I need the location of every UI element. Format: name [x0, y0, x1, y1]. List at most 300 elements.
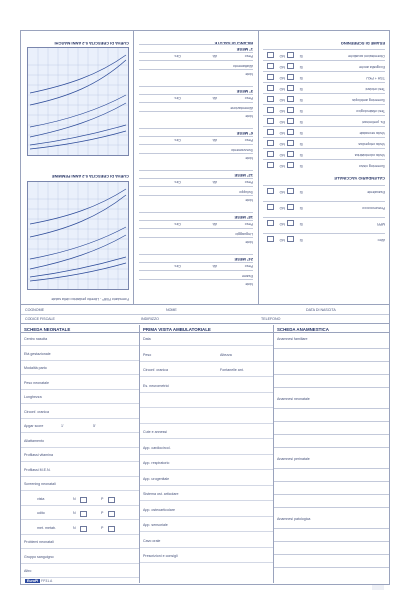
- visit-field-label: Svezzamento: [231, 148, 253, 152]
- row-rule: [21, 534, 139, 535]
- no-checkbox[interactable]: [267, 162, 274, 168]
- row-rule: [21, 403, 139, 404]
- calendar-item-label: Esavalente: [367, 190, 385, 194]
- visit-field-label: Esame: [241, 274, 253, 278]
- rule: [263, 71, 385, 72]
- first-visit-row-label: App. sensoriale: [143, 523, 168, 527]
- visit-field-label: Note: [245, 114, 253, 118]
- yes-checkbox[interactable]: [287, 140, 294, 146]
- first-visit-row: [140, 428, 273, 439]
- visit-field-label: Alt.: [211, 138, 217, 142]
- neonatal-row: [21, 393, 139, 404]
- row-rule: [140, 500, 273, 501]
- chart-females-title: CURVA DI CRESCITA 0-2 ANNI FEMMINE: [51, 174, 129, 179]
- visit-field-label: Circ.: [173, 96, 181, 100]
- first-visit-row: [140, 335, 273, 346]
- first-visit-row-label: Prescrizioni e consigli: [143, 554, 178, 558]
- first-visit-row: [140, 413, 273, 424]
- no-label: NO: [279, 164, 285, 168]
- first-visit-row: [140, 382, 273, 393]
- rule: [139, 52, 253, 53]
- row-rule: [140, 547, 273, 548]
- anamnesis-section: [274, 395, 389, 453]
- yes-label: SI: [299, 98, 303, 102]
- no-label: NO: [279, 238, 285, 242]
- neonatal-row: [21, 364, 139, 375]
- row-rule: [21, 461, 139, 462]
- no-label: NO: [279, 98, 285, 102]
- row-rule: [140, 361, 273, 362]
- yes-checkbox[interactable]: [287, 204, 294, 210]
- screening-item-label: Es. preliminari: [362, 120, 385, 124]
- rule: [274, 408, 389, 409]
- visit-title: 6° MESE: [236, 131, 253, 136]
- no-label: NO: [279, 206, 285, 210]
- rule: [139, 94, 253, 95]
- neonatal-row: [21, 509, 139, 520]
- row-rule: [140, 562, 273, 563]
- visit-field-label: Circ.: [173, 264, 181, 268]
- upper-section-rotated: [21, 31, 389, 304]
- first-visit-row-label: App. cardiocircol.: [143, 445, 171, 450]
- calendar-title: CALENDARIO VACCINALE: [334, 176, 385, 181]
- neonatal-row-label: Peso neonatale: [24, 380, 49, 385]
- visit-field-label: Alt.: [211, 222, 217, 226]
- screening-item-label: Ecografia anche: [359, 65, 385, 69]
- visit-field-label: Peso: [244, 264, 253, 268]
- row-rule: [140, 423, 273, 424]
- growth-chart-females: [27, 181, 129, 290]
- row-rule: [21, 374, 139, 375]
- visit-field-label: Linguaggio: [235, 232, 253, 236]
- yes-checkbox[interactable]: [287, 151, 294, 157]
- first-visit-row: [140, 506, 273, 517]
- first-visit-column: [140, 325, 273, 583]
- anamnesis-section-label: Anamnesi perinatale: [277, 457, 310, 461]
- no-checkbox[interactable]: [267, 151, 274, 157]
- rule: [274, 361, 389, 362]
- no-checkbox[interactable]: [267, 204, 274, 210]
- rule: [139, 178, 253, 179]
- surname-label: COGNOME: [25, 308, 44, 312]
- neonatal-row-label: met. metab.: [37, 525, 56, 530]
- visits-title: BILANCI DI SALUTE: [214, 41, 253, 46]
- visit-title: 1° MESE: [236, 47, 253, 52]
- chart-males-title: CURVA DI CRESCITA 0-2 ANNI MASCHI: [54, 41, 129, 46]
- rule: [274, 494, 389, 495]
- first-visit-row: [140, 537, 273, 548]
- row-rule: [21, 432, 139, 433]
- rule: [274, 481, 389, 482]
- no-checkbox[interactable]: [267, 52, 274, 58]
- yes-label: SI: [299, 142, 303, 146]
- birthdate-label: DATA DI NASCITA: [306, 308, 336, 312]
- rule: [21, 323, 389, 324]
- apgar-1-label: 1': [61, 424, 64, 428]
- address-label: INDIRIZZO: [141, 317, 159, 321]
- no-label: NO: [279, 142, 285, 146]
- rule: [263, 148, 385, 149]
- growth-chart-females-grid: [28, 182, 128, 289]
- screening-item-label: Screening visivo: [358, 164, 385, 168]
- row-rule: [140, 531, 273, 532]
- no-checkbox[interactable]: [267, 236, 274, 242]
- rule: [274, 541, 389, 542]
- yes-label: SI: [299, 206, 303, 210]
- screening-item-label: Visita neonatale: [359, 131, 385, 135]
- first-visit-row: [140, 459, 273, 470]
- rule: [263, 185, 385, 186]
- visit-block: [139, 122, 253, 162]
- rule: [139, 69, 253, 70]
- neonatal-row-label: Modalità parto: [24, 366, 47, 370]
- no-label: NO: [279, 190, 285, 194]
- visit-field-label: Circ.: [173, 54, 181, 58]
- rule: [263, 60, 385, 61]
- visit-field-label: Note: [245, 240, 253, 244]
- yes-checkbox[interactable]: [287, 162, 294, 168]
- pathological-checkbox[interactable]: [108, 526, 115, 532]
- rule: [274, 507, 389, 508]
- visit-field-label: Alimentazione: [230, 106, 253, 110]
- visit-field-label: Circ.: [173, 138, 181, 142]
- neonatal-row: [21, 538, 139, 549]
- rule: [274, 387, 389, 388]
- row-rule: [140, 345, 273, 346]
- rule: [274, 421, 389, 422]
- visit-field-label: Peso: [244, 180, 253, 184]
- visit-field-label: Circ.: [173, 222, 181, 226]
- screening-title: ESAME DI SCREENING: [340, 41, 385, 46]
- growth-chart-males-grid: [28, 48, 128, 155]
- row-rule: [140, 516, 273, 517]
- screening-item-label: Visita odontoiatrica: [354, 153, 385, 157]
- neonatal-row-label: Apgar score: [24, 424, 44, 428]
- rule: [139, 111, 253, 112]
- no-label: NO: [279, 87, 285, 91]
- no-checkbox[interactable]: [267, 107, 274, 113]
- normal-label: N: [73, 525, 76, 530]
- yes-label: SI: [299, 87, 303, 91]
- neonatal-title: SCHEDA NEONATALE: [21, 325, 139, 333]
- visit-title: 12° MESE: [234, 173, 253, 178]
- yes-label: SI: [299, 109, 303, 113]
- height-label: Altezza: [220, 352, 232, 357]
- first-visit-row-label: App. osteoarticolare: [143, 507, 175, 512]
- first-visit-row: [140, 444, 273, 455]
- row-rule: [21, 345, 139, 346]
- neonatal-row-label: Profilassi vitamina: [24, 453, 53, 457]
- yes-label: SI: [299, 131, 303, 135]
- neonatal-row-label: udito: [37, 511, 45, 515]
- rule: [263, 126, 385, 127]
- row-rule: [21, 490, 139, 491]
- calendar-item-label: Altro: [377, 238, 385, 242]
- row-rule: [140, 438, 273, 439]
- no-label: NO: [279, 131, 285, 135]
- screening-item-label: TSH + PKU: [366, 76, 385, 80]
- neonatal-row: [21, 480, 139, 491]
- row-rule: [21, 476, 139, 477]
- rule: [263, 115, 385, 116]
- first-visit-row: [140, 351, 273, 362]
- visit-field-label: Circ.: [173, 180, 181, 184]
- no-checkbox[interactable]: [267, 140, 274, 146]
- normal-label: N: [73, 511, 76, 515]
- no-checkbox[interactable]: [267, 96, 274, 102]
- row-rule: [140, 392, 273, 393]
- rule: [139, 144, 253, 145]
- yes-label: SI: [299, 222, 303, 226]
- rule: [139, 254, 253, 255]
- visit-title: 18° MESE: [234, 215, 253, 220]
- neonatal-row: [21, 437, 139, 448]
- no-label: NO: [279, 65, 285, 69]
- pathological-checkbox[interactable]: [108, 497, 115, 503]
- name-label: NOME: [166, 308, 177, 312]
- anamnesis-section: [274, 515, 389, 573]
- anamnesis-section-label: Anamnesi familiare: [277, 337, 308, 341]
- neonatal-row-label: Allattamento: [24, 438, 44, 443]
- brand-logo: EuroPi: [27, 579, 39, 583]
- upper-section: [21, 31, 389, 305]
- no-checkbox[interactable]: [267, 118, 274, 124]
- neonatal-row: [21, 466, 139, 477]
- visit-field-label: Sviluppo: [239, 190, 253, 194]
- neonatal-row: [21, 350, 139, 361]
- visit-field-label: Alt.: [211, 180, 217, 184]
- normal-checkbox[interactable]: [80, 526, 87, 532]
- no-checkbox[interactable]: [267, 74, 274, 80]
- neonatal-row: [21, 379, 139, 390]
- pathological-label: P: [101, 525, 104, 530]
- visit-title: 24° MESE: [234, 257, 253, 262]
- neonatal-row: [21, 408, 139, 419]
- yes-checkbox[interactable]: [287, 236, 294, 242]
- visit-field-label: Note: [245, 156, 253, 160]
- visit-field-label: Peso: [244, 96, 253, 100]
- rule: [139, 44, 253, 45]
- visit-field-label: Note: [245, 72, 253, 76]
- row-rule: [140, 407, 273, 408]
- rule: [263, 49, 385, 50]
- screening-item-label: Test oftalmologico: [356, 109, 385, 113]
- neonatal-row: [21, 553, 139, 564]
- rule: [274, 434, 389, 435]
- yes-label: SI: [299, 65, 303, 69]
- calendar-item-label: Pneumococco: [362, 206, 385, 210]
- visit-field-label: Note: [245, 198, 253, 202]
- row-rule: [140, 454, 273, 455]
- rule: [139, 262, 253, 263]
- yes-label: SI: [299, 238, 303, 242]
- yes-checkbox[interactable]: [287, 188, 294, 194]
- rule: [139, 270, 253, 271]
- yes-checkbox[interactable]: [287, 118, 294, 124]
- normal-checkbox[interactable]: [80, 497, 87, 503]
- first-visit-row: [140, 475, 273, 486]
- rule: [263, 217, 385, 218]
- rule: [139, 86, 253, 87]
- anamnesis-section-label: Anamnesi neonatale: [277, 397, 310, 401]
- rule: [263, 137, 385, 138]
- visit-field-label: Peso: [244, 222, 253, 226]
- row-rule: [21, 505, 139, 506]
- anamnesis-section-label: Anamnesi patologica: [277, 517, 311, 521]
- yes-checkbox[interactable]: [287, 96, 294, 102]
- growth-chart-males: [27, 47, 129, 156]
- anamnesis-title: SCHEDA ANAMNESTICA: [274, 325, 389, 333]
- visit-field-label: Peso: [244, 54, 253, 58]
- screening-item-label: Visita ortopedica: [358, 142, 385, 146]
- no-label: NO: [279, 109, 285, 113]
- visit-field-label: Note: [245, 282, 253, 286]
- no-label: NO: [279, 153, 285, 157]
- neonatal-row-label: Gruppo sanguigno: [24, 554, 54, 559]
- first-visit-row-label: Cute e annessi: [143, 430, 167, 434]
- rule: [139, 60, 253, 61]
- rule: [139, 212, 253, 213]
- first-visit-row: [140, 490, 273, 501]
- fontanelle-label: Fontanelle ant.: [220, 368, 244, 372]
- normal-checkbox[interactable]: [80, 511, 87, 517]
- first-visit-row: [140, 397, 273, 408]
- rule: [263, 233, 385, 234]
- neonatal-row-label: Problemi neonatali: [24, 540, 54, 544]
- row-rule: [140, 485, 273, 486]
- first-visit-row-label: Cavo orale: [143, 538, 161, 543]
- yes-label: SI: [299, 120, 303, 124]
- visit-block: [139, 38, 253, 78]
- visit-field-label: Alt.: [211, 96, 217, 100]
- rule: [263, 159, 385, 160]
- rule: [274, 348, 389, 349]
- yes-checkbox[interactable]: [287, 63, 294, 69]
- rule: [139, 195, 253, 196]
- no-checkbox[interactable]: [267, 63, 274, 69]
- health-record-form: [20, 30, 390, 585]
- visit-block: [139, 164, 253, 204]
- calendar-item-label: MPR: [377, 222, 385, 226]
- form-code: FP31.A: [41, 579, 53, 583]
- first-visit-row: [140, 521, 273, 532]
- neonatal-column: [21, 325, 139, 583]
- rule: [139, 237, 253, 238]
- visit-field-label: Allattamento: [233, 64, 253, 68]
- neonatal-row: [21, 451, 139, 462]
- first-visit-row-label: Data: [143, 337, 151, 341]
- neonatal-row: [21, 335, 139, 346]
- normal-label: N: [73, 496, 76, 501]
- apgar-5-label: 5': [93, 424, 96, 428]
- yes-checkbox[interactable]: [287, 220, 294, 226]
- rule: [139, 128, 253, 129]
- first-visit-row-label: Circonf. cranica: [143, 368, 168, 372]
- neonatal-row: [21, 422, 139, 433]
- phone-label: TELEFONO: [261, 317, 281, 321]
- neonatal-row: [21, 524, 139, 535]
- neonatal-row-label: vista: [37, 496, 45, 501]
- screening-item-label: Screening ambliopia: [352, 98, 385, 102]
- yes-label: SI: [299, 164, 303, 168]
- first-visit-row-label: Sistema ost. articolare: [143, 492, 179, 496]
- row-rule: [21, 577, 139, 578]
- no-checkbox[interactable]: [267, 188, 274, 194]
- visit-field-label: Alt.: [211, 264, 217, 268]
- visit-field-label: Peso: [244, 138, 253, 142]
- first-visit-row: [140, 366, 273, 377]
- no-label: NO: [279, 120, 285, 124]
- anamnesis-section: [274, 455, 389, 513]
- screening-item-label: Otoemissioni acustiche: [348, 54, 385, 58]
- anamnesis-column: [274, 325, 389, 583]
- row-rule: [21, 360, 139, 361]
- pathological-checkbox[interactable]: [108, 511, 115, 517]
- no-checkbox[interactable]: [267, 85, 274, 91]
- neonatal-row: [21, 567, 139, 578]
- rule: [21, 314, 389, 315]
- first-visit-row-label: Peso: [143, 352, 152, 357]
- yes-label: SI: [299, 153, 303, 157]
- first-visit-row: [140, 552, 273, 563]
- no-label: NO: [279, 76, 285, 80]
- rule: [139, 153, 253, 154]
- rule: [263, 104, 385, 105]
- neonatal-row-label: Lunghezza: [24, 395, 42, 399]
- row-rule: [140, 376, 273, 377]
- neonatal-row-label: Età gestazionale: [24, 351, 51, 356]
- yes-checkbox[interactable]: [287, 74, 294, 80]
- no-label: NO: [279, 54, 285, 58]
- yes-checkbox[interactable]: [287, 52, 294, 58]
- yes-checkbox[interactable]: [287, 129, 294, 135]
- screening-item-label: Test ortolani: [365, 87, 385, 91]
- rule: [263, 82, 385, 83]
- rule: [139, 228, 253, 229]
- visit-block: [139, 248, 253, 288]
- row-rule: [21, 563, 139, 564]
- first-visit-row-label: Es. neurometrici: [143, 383, 169, 388]
- yes-checkbox[interactable]: [287, 85, 294, 91]
- row-rule: [21, 418, 139, 419]
- row-rule: [140, 469, 273, 470]
- rule: [274, 468, 389, 469]
- neonatal-row-label: Circonf. cranica: [24, 409, 49, 414]
- rule: [263, 93, 385, 94]
- rule: [274, 447, 389, 448]
- pathological-label: P: [101, 511, 104, 515]
- visit-block: [139, 80, 253, 120]
- rule: [139, 279, 253, 280]
- rule: [139, 136, 253, 137]
- no-checkbox[interactable]: [267, 220, 274, 226]
- fiscal-code-label: CODICE FISCALE: [25, 317, 55, 321]
- rule: [139, 102, 253, 103]
- row-rule: [21, 447, 139, 448]
- neonatal-row-label: Altro: [24, 569, 32, 573]
- rule: [139, 170, 253, 171]
- divider: [133, 31, 134, 304]
- yes-label: SI: [299, 76, 303, 80]
- no-label: NO: [279, 222, 285, 226]
- yes-checkbox[interactable]: [287, 107, 294, 113]
- visit-title: 3° MESE: [236, 89, 253, 94]
- neonatal-row-label: Centro nascita: [24, 337, 48, 341]
- first-visit-row-label: App. urogenitale: [143, 476, 170, 481]
- first-visit-title: PRIMA VISITA AMBULATORIALE: [140, 325, 273, 333]
- first-visit-row-label: App. respiratorio: [143, 461, 170, 465]
- no-checkbox[interactable]: [267, 129, 274, 135]
